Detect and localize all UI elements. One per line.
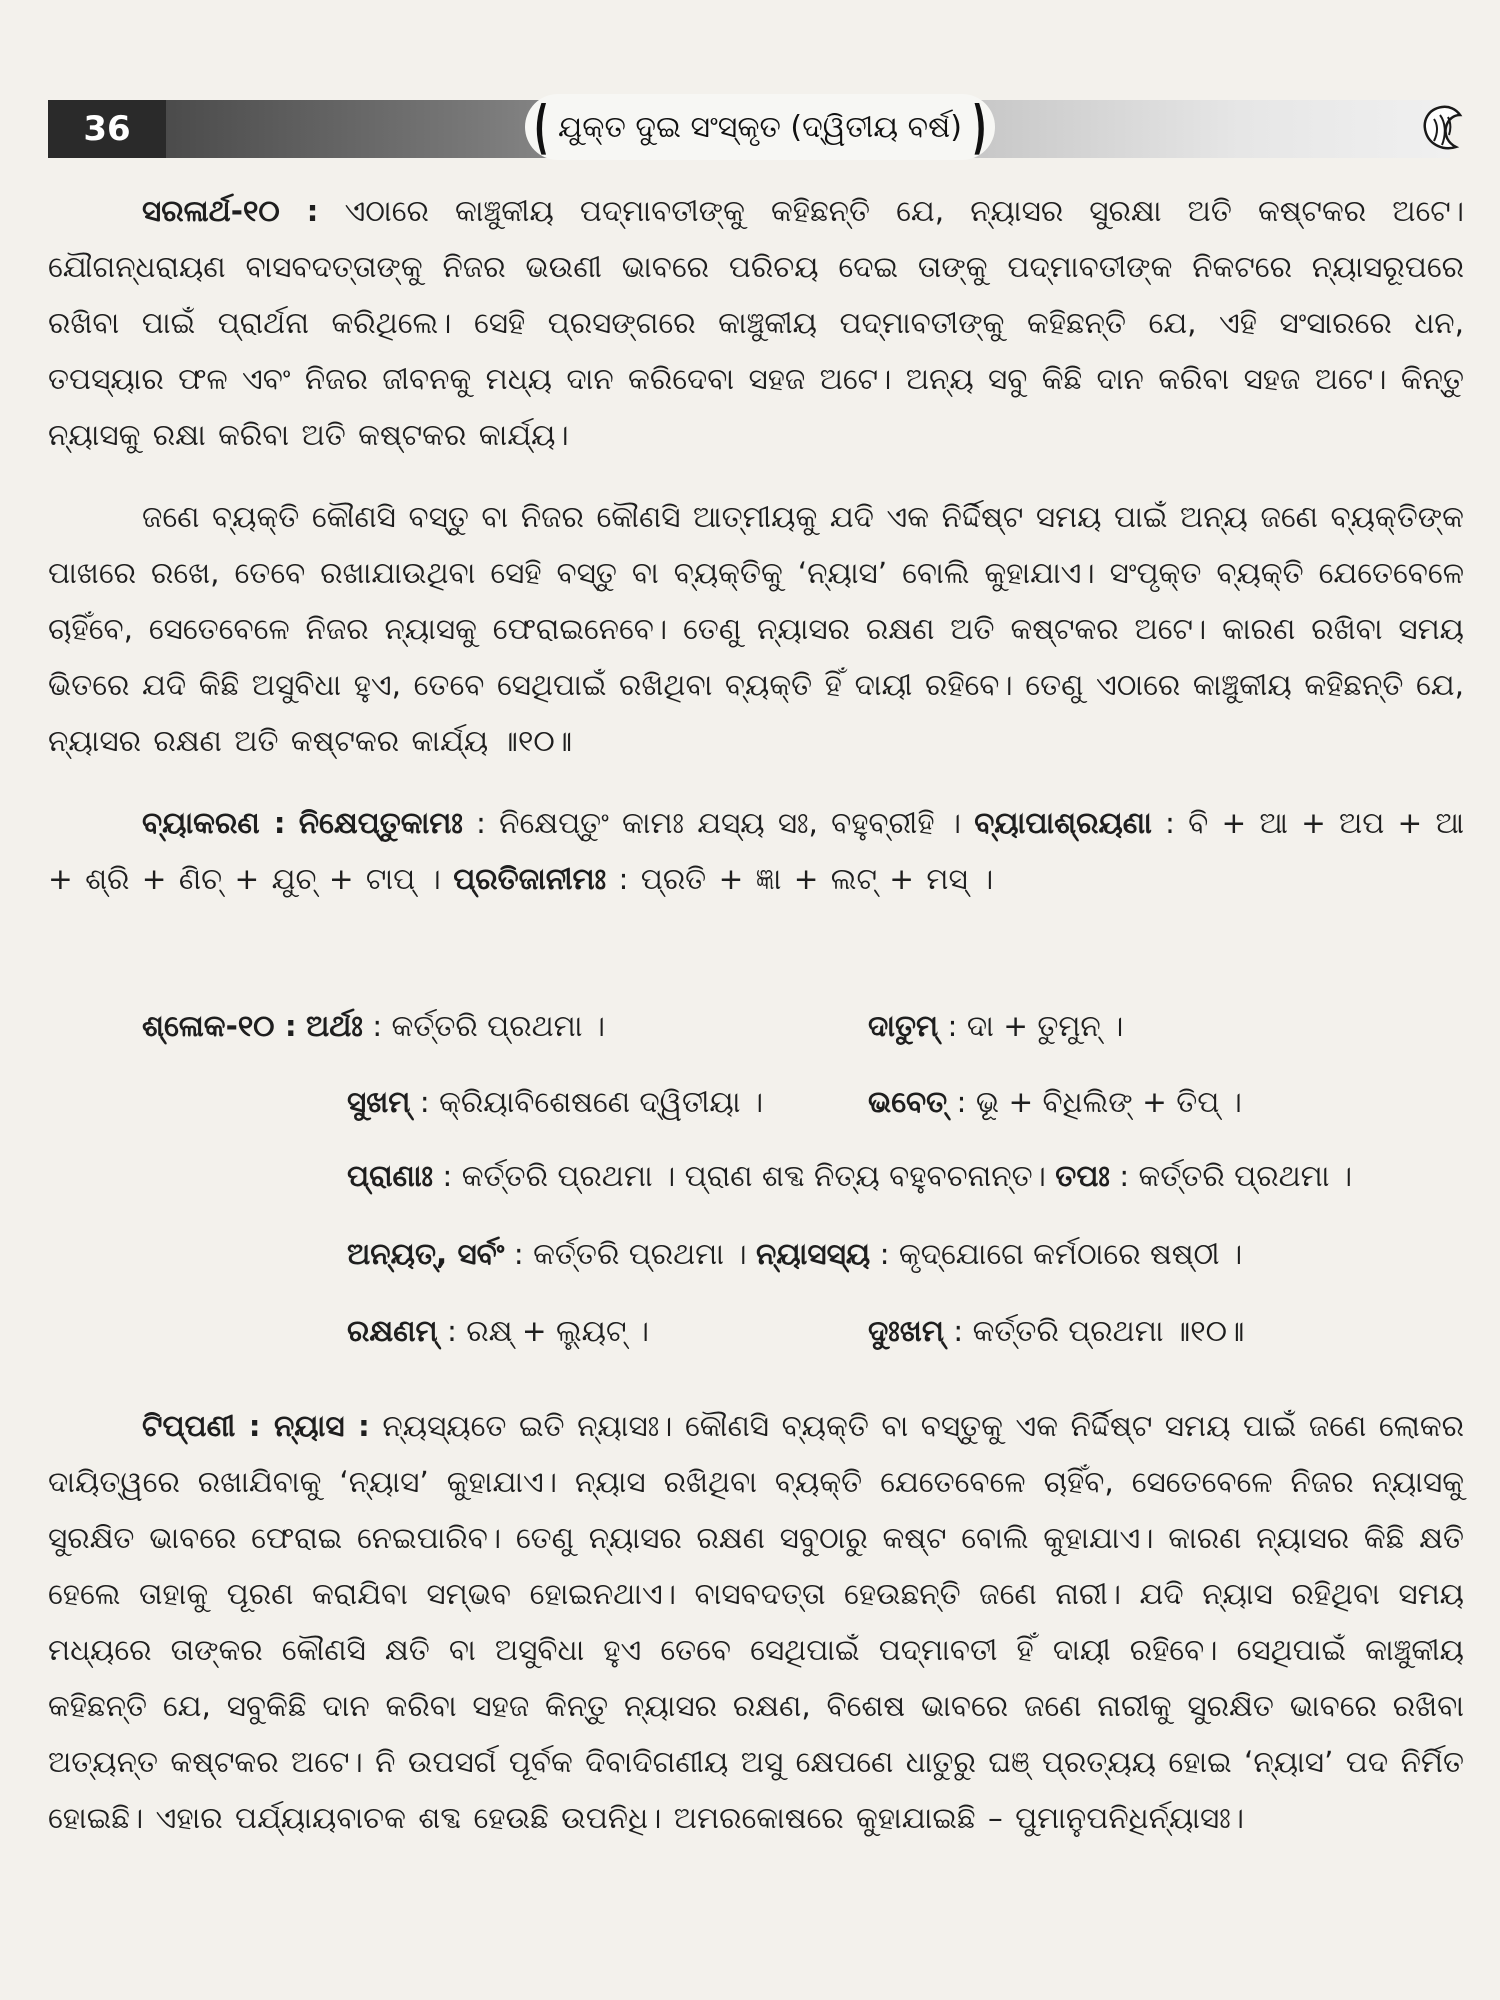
vyakarana-term-3: ପ୍ରତିଜାନୀମଃ (453, 862, 607, 896)
shloka-anyat-def: : କର୍ତ୍ତରି ପ୍ରଥମା । (504, 1237, 757, 1271)
shloka-duhkham-def: : କର୍ତ୍ତରି ପ୍ରଥମା ॥୧୦॥ (943, 1314, 1245, 1348)
tippani-label: ଟିପ୍‌ପଣୀ : ନ୍ୟାସ : (142, 1409, 370, 1443)
shloka-pranah-term: ପ୍ରାଣାଃ (347, 1159, 434, 1193)
shloka-row-3 (347, 1148, 1352, 1204)
shloka-sukham-term: ସୁଖମ୍ (347, 1085, 411, 1119)
shloka-nyasasya-def: : କୃଦ୍‌ଯୋଗେ କର୍ମଠାରେ ଷଷ୍ଠୀ । (870, 1237, 1243, 1271)
shloka-row-1-right (868, 998, 1123, 1054)
shloka-nyasasya-term: ନ୍ୟାସସ୍ୟ (756, 1237, 871, 1271)
right-bracket-decoration: ) (971, 93, 987, 161)
left-bracket-decoration: ( (533, 93, 549, 161)
shloka-datum-def: : ଦା + ତୁମୁନ୍ । (938, 1009, 1124, 1043)
tippani-text: ନ୍ୟସ୍ୟତେ ଇତି ନ୍ୟାସଃ। କୌଣସି ବ୍ୟକ୍ତି ବା ବସ୍ତୁକୁ ଏକ ନିର୍ଦ୍ଦିଷ୍ଟ ସମୟ ପାଇଁ ଜଣେ ଲୋକର ଦାୟିତ୍ୱରେ ରଖାଯିବାକୁ ‘ନ୍ୟାସ’ କୁହାଯାଏ। ନ୍ୟାସ ରଖିଥିବା ବ୍ୟକ୍ତି ଯେତେବେଳେ ଚାହିଁବ, ସେତେବେଳେ ନିଜର ନ୍ୟାସକୁ ସୁରକ୍ଷିତ ଭାବରେ ଫେରାଇ ନେଇପାରିବ। ତେଣୁ ନ୍ୟାସର ରକ୍ଷଣ ସବୁଠାରୁ କଷ୍ଟ ବୋଲି କୁହାଯାଏ। କାରଣ ନ୍ୟାସର କିଛି କ୍ଷତି ହେଲେ ତାହାକୁ ପୂରଣ କରାଯିବା ସମ୍ଭବ ହୋଇନଥାଏ। ବାସବଦତ୍ତା ହେଉଛନ୍ତି ଜଣେ ନାରୀ। ଯଦି ନ୍ୟାସ ରହିଥିବା ସମୟ ମଧ୍ୟରେ ତାଙ୍କର କୌଣସି କ୍ଷତି ବା ଅସୁବିଧା ହୁଏ ତେବେ ସେଥିପାଇଁ ପଦ୍ମାବତୀ ହିଁ ଦାୟୀ ରହିବେ। ସେଥିପାଇଁ କାଞ୍ଚୁକୀୟ କହିଛନ୍ତି ଯେ, ସବୁକିଛି ଦାନ କରିବା ସହଜ କିନ୍ତୁ ନ୍ୟାସର ରକ୍ଷଣ, ବିଶେଷ ଭାବରେ ଜଣେ ନାରୀକୁ ସୁରକ୍ଷିତ ଭାବରେ ରଖିବା ଅତ୍ୟନ୍ତ କଷ୍ଟକର ଅଟେ। ନି ଉପସର୍ଗ ପୂର୍ବକ ଦିବାଦିଗଣୀୟ ଅସୁ କ୍ଷେପଣେ ଧାତୁରୁ ଘଞ୍ ପ୍ରତ୍ୟୟ ହୋଇ ‘ନ୍ୟାସ’ ପଦ ନିର୍ମିତ ହୋଇଛି। ଏହାର ପର୍ଯ୍ୟାୟବାଚକ ଶବ୍ଦ ହେଉଛି ଉପନିଧି। ଅମରକୋଷରେ କୁହାଯାଇଛି – ପୁମାନୁପନିଧିର୍ନ୍ୟାସଃ। (48, 1409, 1464, 1835)
shloka-label: ଶ୍ଳୋକ-୧୦ : (142, 1009, 297, 1043)
shloka-tapah-def: : କର୍ତ୍ତରି ପ୍ରଥମା । (1109, 1159, 1353, 1193)
vyakarana-def-2: : ବି + ଆ + ଅପ + ଆ + ଶ୍ରି + ଣିଚ୍ + ଯୁଚ୍ + ଟାପ୍ । (48, 806, 1465, 896)
vyakarana-term-2: ବ୍ୟାପାଶ୍ରୟଣା (974, 806, 1152, 840)
shloka-arthah-term: ଅର୍ଥଃ (306, 1009, 363, 1043)
shloka-tapah-term: ତପଃ (1055, 1159, 1110, 1193)
shloka-anyat-term: ଅନ୍ୟତ୍, ସର୍ବଂ (347, 1237, 505, 1271)
saralartha-text: ଏଠାରେ କାଞ୍ଚୁକୀୟ ପଦ୍ମାବତୀଙ୍କୁ କହିଛନ୍ତି ଯେ, ନ୍ୟାସର ସୁରକ୍ଷା ଅତି କଷ୍ଟକର ଅଟେ। ଯୌଗନ୍ଧରାୟଣ ବାସବଦତ୍ତାଙ୍କୁ ନିଜର ଭଉଣୀ ଭାବରେ ପରିଚୟ ଦେଇ ତାଙ୍କୁ ପଦ୍ମାବତୀଙ୍କ ନିକଟରେ ନ୍ୟାସରୂପରେ ରଖିବା ପାଇଁ ପ୍ରାର୍ଥନା କରିଥିଲେ। ସେହି ପ୍ରସଙ୍ଗରେ କାଞ୍ଚୁକୀୟ ପଦ୍ମାବତୀଙ୍କୁ କହିଛନ୍ତି ଯେ, ଏହି ସଂସାରରେ ଧନ, ତପସ୍ୟାର ଫଳ ଏବଂ ନିଜର ଜୀବନକୁ ମଧ୍ୟ ଦାନ କରିଦେବା ସହଜ ଅଟେ। ଅନ୍ୟ ସବୁ କିଛି ଦାନ କରିବା ସହଜ ଅଟେ। କିନ୍ତୁ ନ୍ୟାସକୁ ରକ୍ଷା କରିବା ଅତି କଷ୍ଟକର କାର୍ଯ୍ୟ। (48, 194, 1464, 452)
shloka-row-2-right (868, 1074, 1242, 1130)
shloka-arthah-def: : କର୍ତ୍ତରି ପ୍ରଥମା । (362, 1009, 606, 1043)
shloka-pranah-def: : କର୍ତ୍ତରି ପ୍ରଥମା । ପ୍ରାଣ ଶବ୍ଦ ନିତ୍ୟ ବହୁବଚନାନ୍ତ। (433, 1159, 1056, 1193)
vyakarana-term-1: ନିକ୍ଷେପ୍ତୁକାମଃ (298, 806, 463, 840)
shloka-duhkham-term: ଦୁଃଖମ୍ (868, 1314, 944, 1348)
shloka-bhavet-term: ଭବେତ୍ (868, 1085, 948, 1119)
tippani-paragraph (48, 1398, 1464, 1846)
shloka-rakshanam-def: : ରକ୍ଷ୍ + ଲ୍ୟୁଟ୍ । (437, 1314, 650, 1348)
page-content (48, 183, 1464, 907)
tippani-block (48, 1398, 1464, 1846)
shloka-row-2-left (347, 1074, 763, 1130)
vyakarana-label: ବ୍ୟାକରଣ : (142, 806, 286, 840)
vyakarana-paragraph (48, 795, 1464, 907)
nyasa-explanation-paragraph: ଜଣେ ବ୍ୟକ୍ତି କୌଣସି ବସ୍ତୁ ବା ନିଜର କୌଣସି ଆତ୍ମୀୟକୁ ଯଦି ଏକ ନିର୍ଦ୍ଦିଷ୍ଟ ସମୟ ପାଇଁ ଅନ୍ୟ ଜଣେ ବ୍ୟକ୍ତିଙ୍କ ପାଖରେ ରଖେ, ତେବେ ରଖାଯାଉଥିବା ସେହି ବସ୍ତୁ ବା ବ୍ୟକ୍ତିକୁ ‘ନ୍ୟାସ’ ବୋଲି କୁହାଯାଏ। ସଂପୃକ୍ତ ବ୍ୟକ୍ତି ଯେତେବେଳେ ଚାହିଁବେ, ସେତେବେଳେ ନିଜର ନ୍ୟାସକୁ ଫେରାଇନେବେ। ତେଣୁ ନ୍ୟାସର ରକ୍ଷଣ ଅତି କଷ୍ଟକର ଅଟେ। କାରଣ ରଖିବା ସମୟ ଭିତରେ ଯଦି କିଛି ଅସୁବିଧା ହୁଏ, ତେବେ ସେଥିପାଇଁ ରଖିଥିବା ବ୍ୟକ୍ତି ହିଁ ଦାୟୀ ରହିବେ। ତେଣୁ ଏଠାରେ କାଞ୍ଚୁକୀୟ କହିଛନ୍ତି ଯେ, ନ୍ୟାସର ରକ୍ଷଣ ଅତି କଷ୍ଟକର କାର୍ଯ୍ୟ ॥୧୦॥ (48, 500, 1464, 758)
shloka-datum-term: ଦାତୁମ୍ (868, 1009, 939, 1043)
shloka-row-5-right (868, 1303, 1244, 1359)
page-number: 36 (48, 100, 166, 158)
vyakarana-def-3: : ପ୍ରତି + ଜ୍ଞା + ଲଟ୍ + ମସ୍ । (606, 862, 994, 896)
shloka-row-1-left (142, 998, 605, 1054)
publisher-logo-icon (1418, 103, 1466, 155)
saralartha-label: ସରଳାର୍ଥ-୧୦ : (142, 194, 319, 228)
shloka-sukham-def: : କ୍ରିୟାବିଶେଷଣେ ଦ୍ୱିତୀୟା । (410, 1085, 764, 1119)
shloka-row-4 (347, 1226, 1242, 1282)
header-title-pill (525, 94, 995, 160)
saralartha-paragraph (48, 183, 1464, 463)
shloka-bhavet-def: : ଭୂ + ବିଧିଲିଙ୍ + ତିପ୍ । (947, 1085, 1242, 1119)
vyakarana-def-1: : ନିକ୍ଷେପ୍ତୁଂ କାମଃ ଯସ୍ୟ ସଃ, ବହୁବ୍ରୀହି । (462, 806, 975, 840)
shloka-row-5-left (347, 1303, 649, 1359)
book-title: ଯୁକ୍ତ ଦୁଇ ସଂସ୍କୃତ (ଦ୍ୱିତୀୟ ବର୍ଷ) (558, 109, 962, 145)
shloka-rakshanam-term: ରକ୍ଷଣମ୍ (347, 1314, 438, 1348)
